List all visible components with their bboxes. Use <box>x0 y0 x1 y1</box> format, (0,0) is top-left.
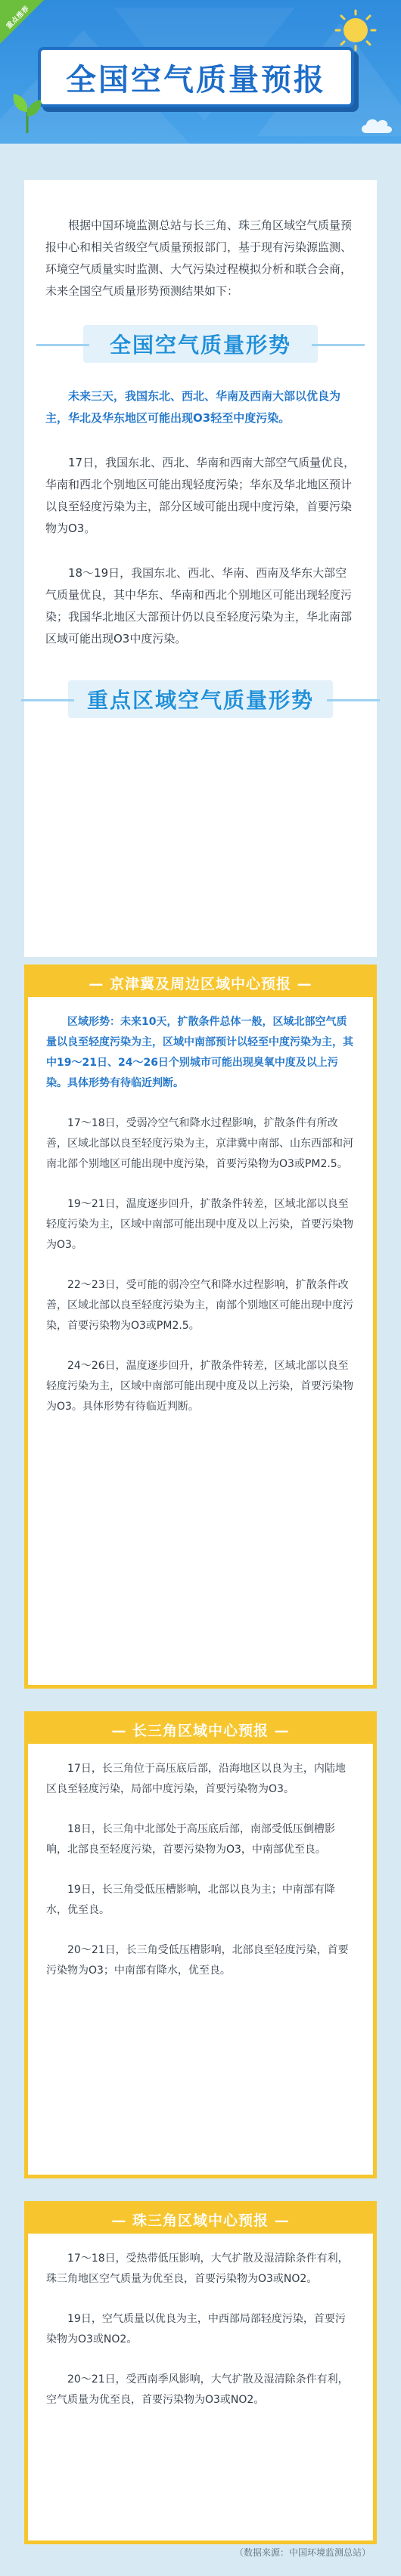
national-banner-title: 全国空气质量形势 <box>109 333 291 358</box>
corner-label: 重点推荐 <box>5 5 32 31</box>
page-title: 全国空气质量预报 <box>66 62 326 98</box>
forecast-day17: 17日，我国东北、西北、华南和西南大部空气质量优良，华南和西北个别地区可能出现轻度污染；华东及华北地区预计以良至轻度污染为主，部分区域可能出现中度污染，首要污染物为O3。 <box>45 456 356 535</box>
jjj-forecast-19-21: 19～21日，温度逐步回升，扩散条件转差，区域北部以良至轻度污染为主，区域中南部可能出现中度及以上污染，首要污染物为O3。 <box>46 1198 353 1251</box>
intro-paragraph: 根据中国环境监测总站与长三角、珠三角区域空气质量预报中心和相关省级空气质量预报部门，基于现有污染源监测、环境空气质量实时监测、大气污染过程模拟分析和联合会商，未来全国空气质量形势预测结果如下： <box>45 218 353 298</box>
regional-banner-title: 重点区域空气质量形势 <box>86 688 314 713</box>
csj-forecast-18: 18日，长三角中北部处于高压底后部，南部受低压倒槽影响，北部良至轻度污染，首要污染物为O3，中南部优至良。 <box>46 1823 335 1856</box>
regional-banner <box>68 680 333 718</box>
jjj-forecast-17-18: 17～18日，受弱冷空气和降水过程影响，扩散条件有所改善，区域北部以良至轻度污染为主，京津冀中南部、山东西部和河南北部个别地区可能出现中度污染，首要污染物为O3或PM2.5。 <box>46 1117 353 1170</box>
jjj-card-header <box>28 968 373 997</box>
zsj-card-title: — 珠三角区域中心预报 — <box>111 2212 290 2229</box>
jjj-card-title: — 京津冀及周边区域中心预报 — <box>89 975 312 992</box>
csj-forecast-20-21: 20～21日，长三角受低压槽影响，北部良至轻度污染，首要污染物为O3；中南部有降水，优至良。 <box>46 1944 349 1977</box>
csj-card <box>24 1711 377 2178</box>
header <box>0 0 401 144</box>
data-source-note: （数据来源：中国环境监测总站） <box>234 2547 371 2558</box>
csj-forecast-19: 19日，长三角受低压槽影响，北部以良为主；中南部有降水，优至良。 <box>46 1884 335 1916</box>
csj-card-header <box>28 1715 373 1744</box>
title-plate <box>38 47 354 107</box>
zsj-card <box>24 2201 377 2544</box>
zsj-forecast-19: 19日，空气质量以优良为主，中西部局部轻度污染，首要污染物为O3或NO2。 <box>46 2313 346 2345</box>
cloud-icon <box>359 113 395 136</box>
national-banner <box>83 325 318 363</box>
jjj-summary: 区域形势：未来10天，扩散条件总体一般，区域北部空气质量以良至轻度污染为主，区域中南部预计以轻至中度污染为主，其中19～21日、24～26日个别城市可能出现臭氧中度及以上污染。具体形势有待临近判断。 <box>46 1016 353 1089</box>
zsj-card-header <box>28 2205 373 2234</box>
csj-card-title: — 长三角区域中心预报 — <box>111 1722 290 1739</box>
national-summary: 未来三天，我国东北、西北、华南及西南大部以优良为主，华北及华东地区可能出现O3轻至中度污染。 <box>45 389 341 425</box>
zsj-forecast-20-21: 20～21日，受西南季风影响，大气扩散及湿清除条件有利，空气质量为优至良，首要污染物为O3或NO2。 <box>46 2373 349 2406</box>
forecast-day18-19: 18～19日，我国东北、西北、华南、西南及华东大部空气质量优良，其中华东、华南和西北个别地区可能出现轻度污染；我国华北地区大部预计仍以良至轻度污染为主，华北南部区域可能出现O3中度污染。 <box>45 566 353 646</box>
csj-forecast-17: 17日，长三角位于高压底后部，沿海地区以良为主，内陆地区良至轻度污染，局部中度污染，首要污染物为O3。 <box>46 1763 346 1795</box>
intro-section <box>24 180 377 957</box>
jjj-forecast-24-26: 24～26日，温度逐步回升，扩散条件转差，区域北部以良至轻度污染为主，区域中南部可能出现中度及以上污染，首要污染物为O3。具体形势有待临近判断。 <box>46 1360 353 1413</box>
zsj-forecast-17-18: 17～18日，受热带低压影响，大气扩散及湿清除条件有利，珠三角地区空气质量为优至良，首要污染物为O3或NO2。 <box>46 2252 349 2285</box>
jjj-forecast-22-23: 22～23日，受可能的弱冷空气和降水过程影响，扩散条件改善，区域北部以良至轻度污染为主，南部个别地区可能出现中度污染，首要污染物为O3或PM2.5。 <box>46 1279 353 1332</box>
leaf-icon <box>11 89 44 135</box>
jjj-card <box>24 964 377 1689</box>
